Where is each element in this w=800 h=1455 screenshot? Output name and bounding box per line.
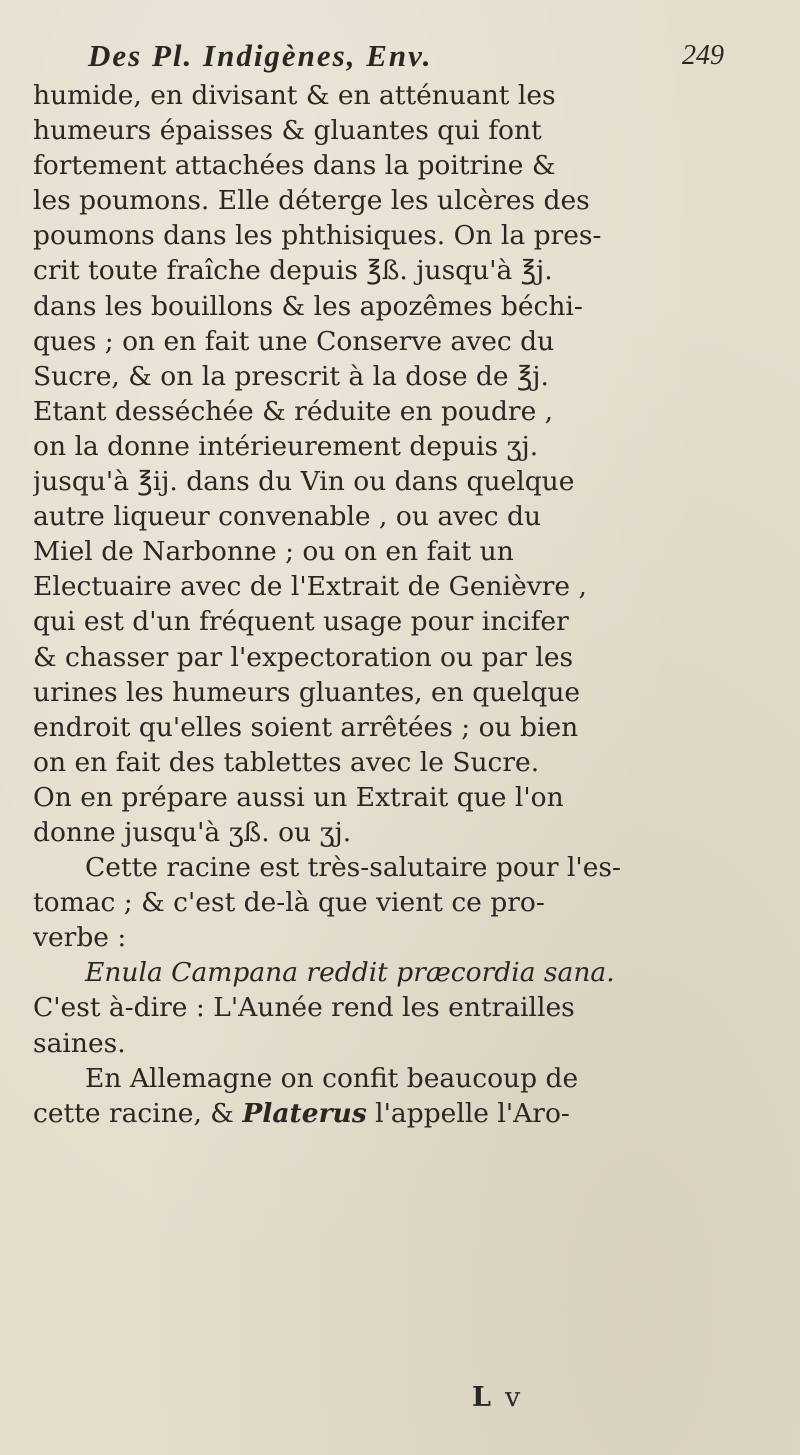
page-number: 249 <box>682 40 724 71</box>
running-title: Des Pl. Indigènes, Env. <box>88 38 433 73</box>
text-line: on en fait des tablettes avec le Sucre. <box>33 746 540 778</box>
text-line: poumons dans les phthisiques. On la pres- <box>33 220 602 252</box>
body-text <box>33 78 693 1131</box>
text-line: verbe : <box>33 922 127 954</box>
text-line: En Allemagne on confit beaucoup de <box>85 1062 579 1094</box>
text-segment: cette racine, & <box>33 1097 243 1129</box>
text-line: les poumons. Elle déterge les ulcères des <box>33 185 590 217</box>
author-name: Platerus <box>242 1097 367 1129</box>
text-line: On en prépare aussi un Extrait que l'on <box>33 781 564 813</box>
text-line: Cette racine est très-salutaire pour l'es- <box>85 852 621 884</box>
text-line: C'est à-dire : L'Aunée rend les entrailles <box>33 992 575 1024</box>
text-line: jusqu'à ℥ij. dans du Vin ou dans quelque <box>33 466 575 498</box>
text-line <box>33 1096 693 1131</box>
signature-letter: L <box>472 1382 505 1413</box>
text-line: saines. <box>33 1027 126 1059</box>
text-line: & chasser par l'expectoration ou par les <box>33 641 574 673</box>
text-line: on la donne intérieurement depuis ʒj. <box>33 430 539 462</box>
text-line: fortement attachées dans la poitrine & <box>33 150 556 182</box>
text-line: dans les bouillons & les apozêmes béchi- <box>33 290 583 322</box>
text-line: endroit qu'elles soient arrêtées ; ou bien <box>33 711 579 743</box>
text-line: humeurs épaisses & gluantes qui font <box>33 115 542 147</box>
text-line: humide, en divisant & en atténuant les <box>33 80 556 111</box>
running-header <box>88 38 768 78</box>
text-line: Sucre, & on la prescrit à la dose de ℥j. <box>33 360 549 392</box>
text-line: urines les humeurs gluantes, en quelque <box>33 676 581 708</box>
signature-number: v <box>504 1382 535 1413</box>
text-line: crit toute fraîche depuis ℥ß. jusqu'à ℥j. <box>33 255 553 287</box>
text-line: Enula Campana reddit præcordia sana. <box>85 957 615 989</box>
text-line: Miel de Narbonne ; ou on en fait un <box>33 536 514 568</box>
text-line: tomac ; & c'est de-là que vient ce pro- <box>33 887 545 919</box>
text-line: qui est d'un fréquent usage pour incifer <box>33 606 569 638</box>
signature-mark <box>472 1382 534 1413</box>
text-line: Etant desséchée & réduite en poudre , <box>33 395 554 427</box>
text-line: ques ; on en fait une Conserve avec du <box>33 325 555 357</box>
text-line: Electuaire avec de l'Extrait de Genièvre , <box>33 571 587 603</box>
text-line: donne jusqu'à ʒß. ou ʒj. <box>33 816 352 848</box>
text-line: autre liqueur convenable , ou avec du <box>33 501 542 533</box>
text-segment: l'appelle l'Aro- <box>366 1097 570 1129</box>
